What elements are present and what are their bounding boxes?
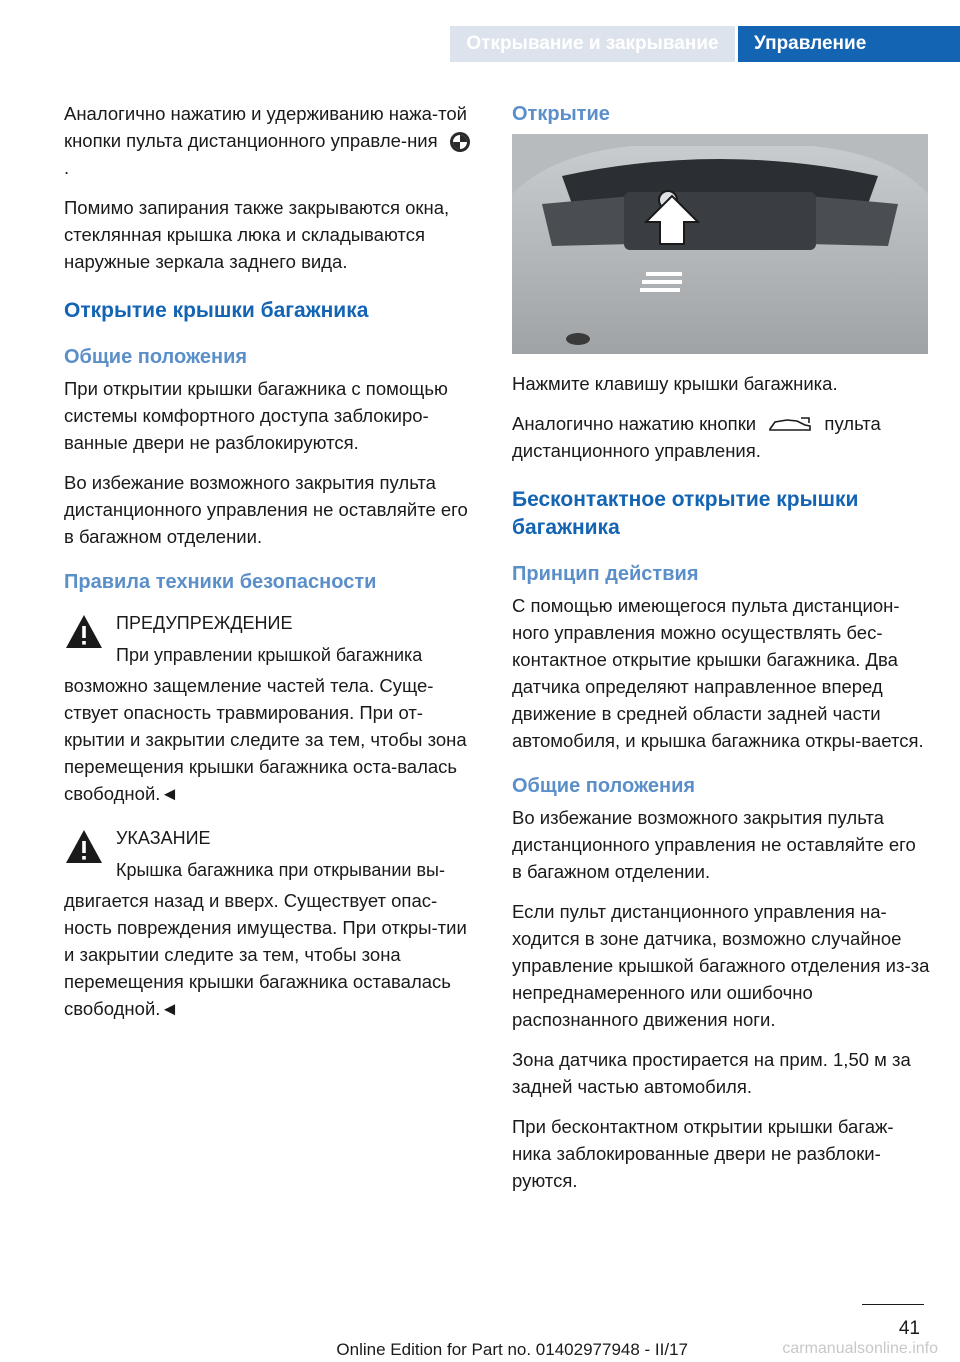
paragraph-text: Аналогично нажатию кнопки	[512, 413, 757, 434]
notice-first-line: Крышка багажника при открывании вы-	[116, 860, 445, 880]
footer-rule	[862, 1304, 924, 1305]
heading-trunk-opening: Открытие крышки багажника	[64, 299, 369, 322]
car-trunk-button-icon	[767, 415, 813, 435]
paragraph-hold-button	[64, 100, 482, 181]
watermark: carmanualsonline.info	[782, 1340, 938, 1357]
paragraph-general-3: Зона датчика простирается на прим. 1,50 м за задней частью автомобиля.	[512, 1049, 911, 1097]
paragraph-general-2: Если пульт дистанционного управления на-ходится в зоне датчика, возможно случайное управление крышкой багажного отделения из-за непреднамеренного или ошибочно распознанного движения ноги.	[512, 901, 930, 1030]
notice-text: двигается назад и вверх. Существует опас-ность повреждения имущества. При откры-тии и закрытии следите за тем, чтобы зона перемещения крышки багажника оставалась свободной.◄	[64, 890, 467, 1019]
paragraph-press-key: Нажмите клавишу крышки багажника.	[512, 373, 838, 394]
warning-text: возможно защемление частей тела. Суще-ствует опасность травмирования. При от-крытии и закрытии следите за тем, чтобы зона перемещения крышки багажника оста-валась свободной.◄	[64, 675, 467, 804]
page-number: 41	[898, 1318, 920, 1339]
paragraph-comfort-access: При открытии крышки багажника с помощью системы комфортного доступа заблокиро-ванные двери не разблокируются.	[64, 378, 448, 453]
paragraph-remote-trunk	[512, 410, 930, 464]
paragraph-general-4: При бесконтактном открытии крышки багаж-ника заблокированные двери не разблоки-руются.	[512, 1116, 894, 1191]
remote-lock-button-icon	[449, 131, 471, 153]
paragraph-general-1: Во избежание возможного закрытия пульта дистанционного управления не оставляйте его в багажном отделении.	[512, 807, 916, 882]
warning-block	[64, 610, 482, 807]
paragraph-text: Аналогично нажатию и удерживанию нажа-той кнопки пульта дистанционного управле-ния	[64, 103, 467, 151]
edition-note: Online Edition for Part no. 01402977948 - II/17	[336, 1340, 688, 1359]
heading-general: Общие положения	[64, 346, 248, 368]
warning-label: ПРЕДУПРЕЖДЕНИЕ	[116, 613, 293, 633]
heading-principle: Принцип действия	[512, 563, 699, 585]
paragraph-text-end: пульта дистанционного управления.	[512, 413, 881, 461]
paragraph-remote-warning: Во избежание возможного закрытия пульта дистанционного управления не оставляйте его в багажном отделении.	[64, 472, 468, 547]
paragraph-text-end: .	[64, 157, 70, 178]
heading-general-right: Общие положения	[512, 775, 696, 797]
section-tab: Открывание и закрывание	[450, 26, 735, 62]
heading-safety: Правила техники безопасности	[64, 571, 377, 593]
chapter-tab: Управление	[738, 26, 960, 62]
heading-contactless: Бесконтактное открытие крышки багажника	[512, 488, 859, 539]
page-header	[0, 0, 960, 62]
heading-opening: Открытие	[512, 103, 610, 125]
warning-first-line: При управлении крышкой багажника	[116, 645, 423, 665]
trunk-photo	[512, 134, 928, 354]
paragraph-principle: С помощью имеющегося пульта дистанцион-ного управления можно осуществлять бес-контактное открытие крышки багажника. Два датчика определяют направленное вперед движение в средней области задней части автомобиля, и крышка багажника откры-вается.	[512, 595, 924, 751]
left-column	[64, 100, 482, 1040]
paragraph-windows: Помимо запирания также закрываются окна, стеклянная крышка люка и складываются наружные зеркала заднего вида.	[64, 197, 450, 272]
warning-triangle-icon	[64, 827, 104, 867]
notice-block	[64, 825, 482, 1022]
notice-label: УКАЗАНИЕ	[116, 828, 211, 848]
right-column	[512, 100, 930, 1207]
warning-triangle-icon	[64, 612, 104, 652]
